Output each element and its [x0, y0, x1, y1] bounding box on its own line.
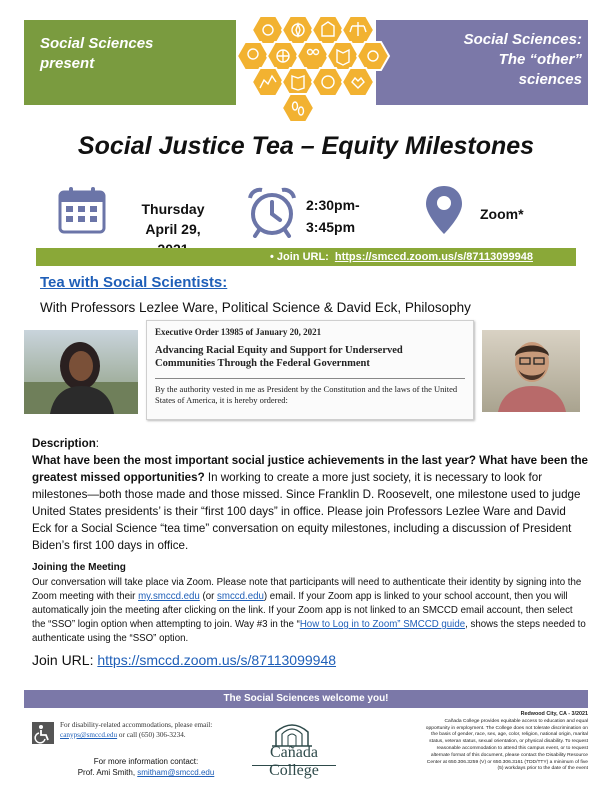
hex-dollar-icon	[312, 68, 344, 96]
fine-print	[420, 711, 588, 773]
hex-map-icon	[282, 68, 314, 96]
banner-right-line3: sciences	[518, 71, 582, 88]
eo-body: By the authority vested in me as President by the Constitution and the laws of the United States of America, it is hereby ordered:	[155, 384, 458, 405]
photo-david-eck	[482, 330, 580, 412]
link-smccd[interactable]: smccd.edu	[217, 591, 264, 602]
more-info-label: For more information contact:	[93, 757, 199, 766]
joining-paragraph	[32, 576, 588, 646]
hex-gear-icon	[252, 16, 284, 44]
banner-right-line1: Social Sciences:	[463, 31, 582, 48]
accommodation-line1: For disability-related accommodations, please email:	[60, 721, 213, 729]
description-text: In working to create a more just society, it is necessary to look for milestones—both those made and those missed. Since Franklin D. Roosevelt, one milestone used to judge United States presidents’ is their “first 100 days” in office. Please join Professors Lezlee Ware and David Eck for a Social Science “tea time” conversation on equity milestones, including a discussion of President Biden’s first 100 days in office.	[32, 471, 581, 552]
description-paragraph: Description: What have been the most important social justice achievements in the last year? What have been the greatest missed opportunities? In working to create a more just society, it is necessary to look for milestones—both those made and those missed. Since Franklin D. Roosevelt, one milestone used to judge United States presidents’ is their “first 100 days” in office. Please join Professors Lezlee Ware and David Eck for a Social Science “tea time” conversation on equity milestones, including a discussion of President Biden’s first 100 days in office.	[32, 437, 589, 552]
join-bar-link[interactable]: https://smccd.zoom.us/s/87113099948	[334, 251, 533, 263]
contact-email[interactable]: smitham@smccd.edu	[137, 768, 215, 777]
joining-part1: Our conversation will take place via Zoom. Please note that participants will need to authenticate their identity by signing into the Zoom meeting with their	[32, 577, 582, 602]
page-title: Social Justice Tea – Equity Milestones	[77, 132, 535, 160]
hex-heart-icon	[342, 68, 374, 96]
description-questions: What have been the most important social justice achievements in the last year? What have been the greatest missed opportunities?	[32, 454, 589, 484]
event-time	[306, 194, 360, 238]
join-url-label: Join URL:	[32, 652, 98, 668]
hex-brain-icon	[357, 42, 389, 70]
event-location: Zoom*	[480, 206, 524, 222]
contact-line	[66, 767, 226, 778]
joining-part3: ) email. If your Zoom app is linked to your school account, then you will automatically join the meeting after clicking on the link. If your Zoom app is not linked to an SMCCD email account, then select the “SSO” login option when attempting to join. Way #3 in the “	[32, 591, 573, 630]
event-time-start: 2:30pm-	[306, 197, 360, 213]
alarm-clock-icon	[246, 186, 298, 238]
joining-part4: , shows the steps needed to authenticate using the “SSO” option.	[32, 619, 586, 644]
logo-underline	[252, 765, 336, 766]
banner-left-text	[40, 34, 153, 74]
event-date-text: April 29,	[145, 221, 201, 237]
hex-people-icon	[297, 42, 329, 70]
hex-head-icon	[237, 42, 269, 70]
joining-heading: Joining the Meeting	[32, 562, 126, 573]
banner-left-line2: present	[40, 55, 95, 72]
join-url-bar	[36, 248, 576, 266]
banner-right-text	[432, 30, 582, 90]
fine-print-head: Redwood City, CA - 3/2021	[520, 711, 588, 717]
accommodation-text	[60, 720, 230, 740]
executive-order-excerpt	[146, 320, 474, 420]
eo-title: Advancing Racial Equity and Support for Underserved Communities Through the Federal Government	[155, 345, 403, 369]
event-day: Thursday	[141, 201, 205, 217]
join-bar-label: • Join URL:	[270, 251, 329, 263]
calendar-icon	[58, 186, 106, 234]
eo-divider	[155, 378, 465, 379]
join-url-large	[32, 652, 336, 668]
join-url-link[interactable]: https://smccd.zoom.us/s/87113099948	[97, 652, 337, 668]
description-label: Description	[32, 437, 96, 450]
link-my-smccd[interactable]: my.smccd.edu	[138, 591, 200, 602]
honeycomb-graphic	[206, 12, 406, 128]
joining-part2: (or	[199, 591, 218, 602]
contact-name: Prof. Ami Smith,	[77, 768, 138, 777]
fine-print-body: Cañada College provides equitable access to education and equal opportunity in employment. The College does not tolerate discrimination on the basis of gender, race, sex, age, color, religion, national origin, marital status, veteran status, sexual orientation, or physical disability. To request reasonable accommodation to attend this campus event, or to request alternate format of this document, please contact the Disability Resource Center at 650.306.3259 (V) or 650.306.3161 (TDD/TTY) a minimum of five (5) workdays prior to the date of the event	[425, 718, 588, 772]
hex-building-icon	[312, 16, 344, 44]
hex-compass-icon	[282, 16, 314, 44]
event-time-end: 3:45pm	[306, 219, 356, 235]
accessibility-icon	[32, 722, 54, 744]
canada-college-logo-text: Cañada College	[269, 744, 319, 779]
more-info	[66, 756, 226, 778]
eo-number: Executive Order 13985 of January 20, 2021	[155, 327, 322, 337]
accommodation-line2: or call (650) 306-3234.	[117, 731, 186, 739]
photo-lezlee-ware	[24, 330, 138, 414]
hex-book-icon	[327, 42, 359, 70]
accommodation-email[interactable]: canyps@smccd.edu	[60, 731, 118, 739]
professors-line: With Professors Lezlee Ware, Political Science & David Eck, Philosophy	[40, 300, 471, 315]
welcome-bar: The Social Sciences welcome you!	[24, 690, 588, 708]
hex-chart-icon	[252, 68, 284, 96]
banner-left-line1: Social Sciences	[40, 35, 154, 52]
tea-heading: Tea with Social Scientists:	[40, 274, 228, 291]
banner-right-line2: The “other”	[498, 51, 582, 68]
location-pin-icon	[424, 184, 464, 236]
link-zoom-guide[interactable]: How to Log in to Zoom” SMCCD guide	[299, 619, 466, 630]
